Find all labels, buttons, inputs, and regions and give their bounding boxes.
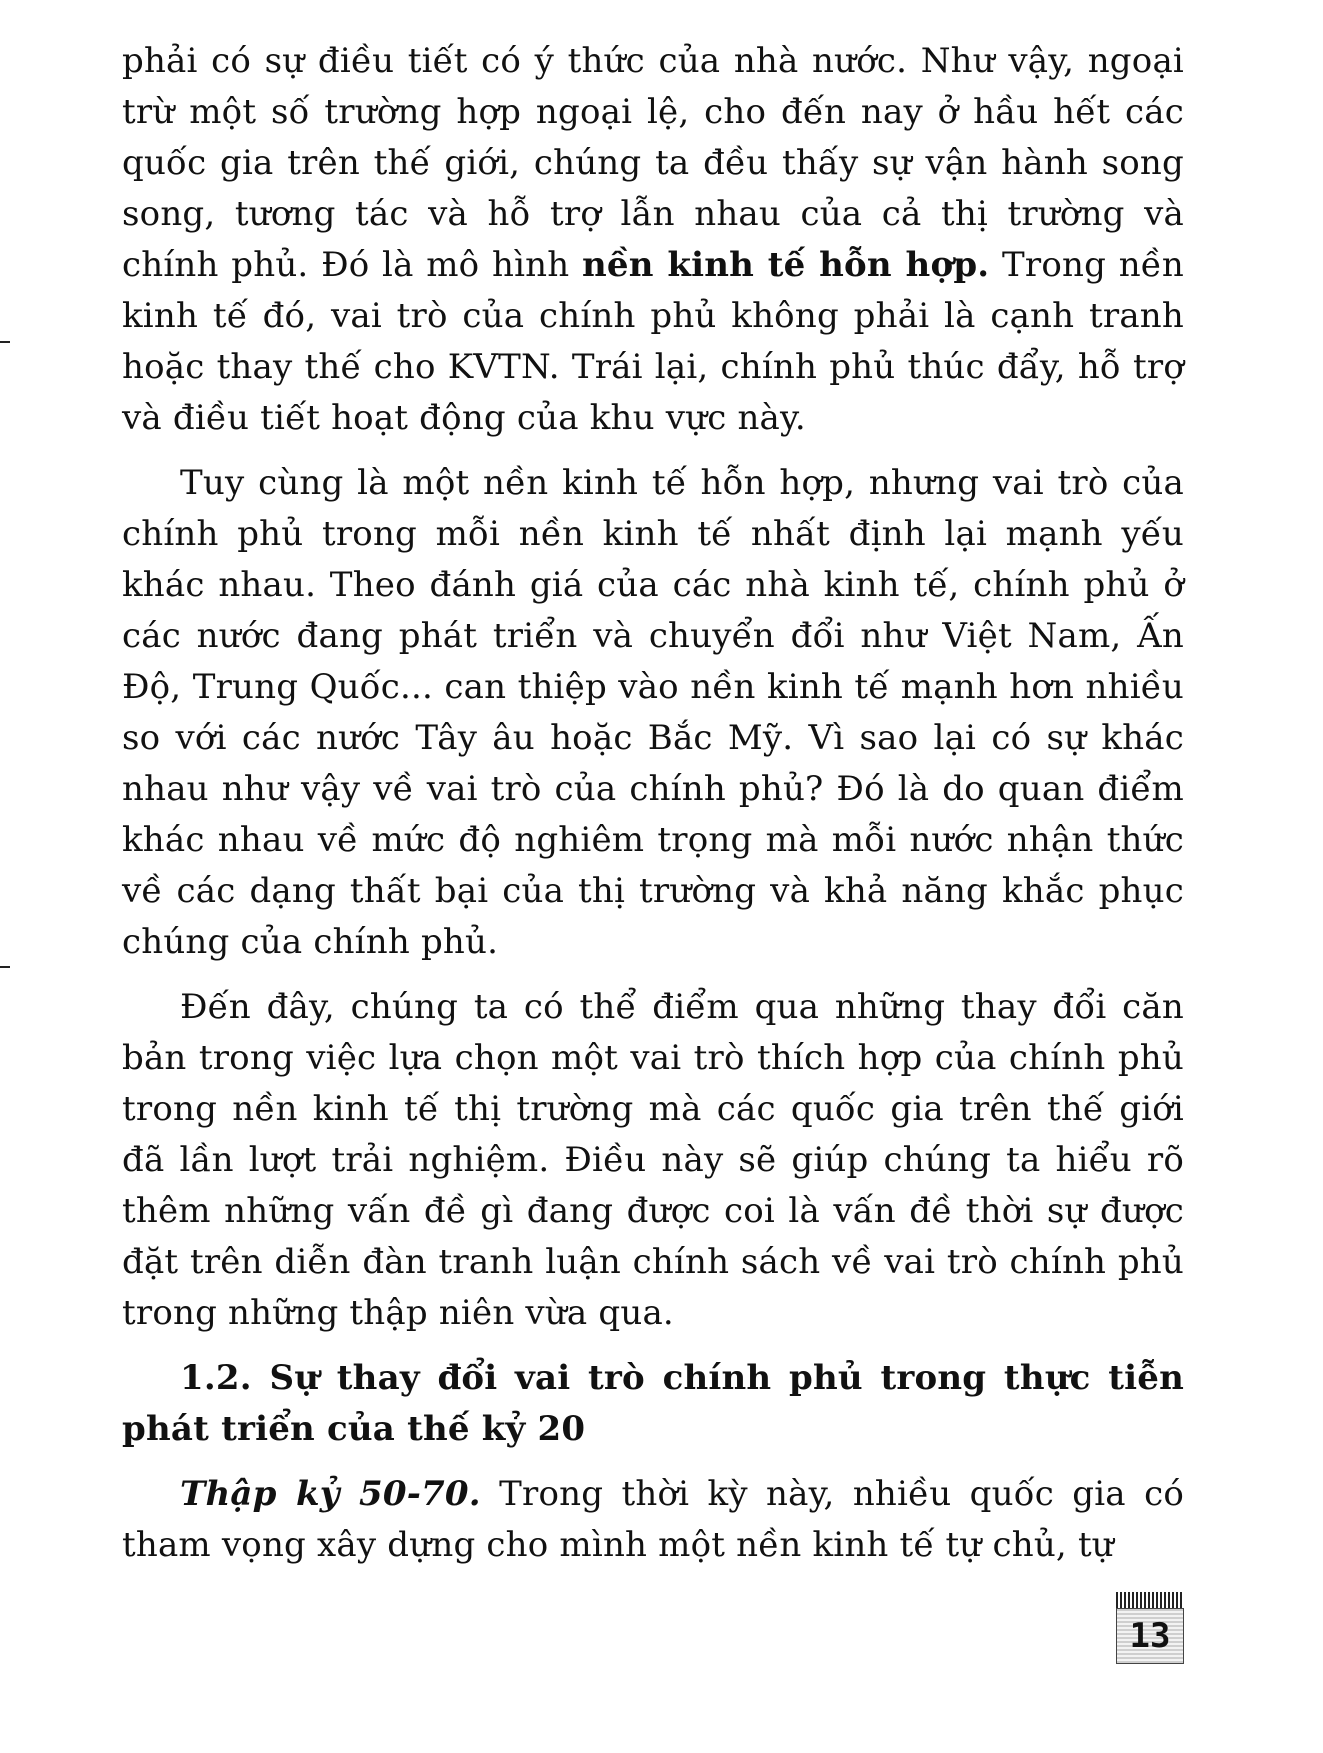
- section-heading: 1.2. Sự thay đổi vai trò chính phủ trong thực tiễn phát triển của thế kỷ 20: [122, 1358, 1184, 1449]
- page-number-decoration: [1116, 1592, 1184, 1608]
- page-number-badge: [1116, 1592, 1184, 1664]
- paragraph-1: [122, 36, 1184, 444]
- scan-margin-mark: [0, 966, 10, 968]
- decade-lead: Thập kỷ 50-70.: [180, 1474, 481, 1514]
- page-text-body: [122, 36, 1184, 1571]
- mixed-economy-term: nền kinh tế hỗn hợp.: [581, 245, 990, 285]
- paragraph-3: Đến đây, chúng ta có thể điểm qua những thay đổi căn bản trong việc lựa chọn một vai trò thích hợp của chính phủ trong nền kinh tế thị trường mà các quốc gia trên thế giới đã lần lượt trải nghiệm. Điều này sẽ giúp chúng ta hiểu rõ thêm những vấn đề gì đang được coi là vấn đề thời sự được đặt trên diễn đàn tranh luận chính sách về vai trò chính phủ trong những thập niên vừa qua.: [122, 987, 1184, 1333]
- paragraph-1-text-b: Trong nền kinh tế đó, vai trò của chính phủ không phải là cạnh tranh hoặc thay thế cho KVTN. Trái lại, chính phủ thúc đẩy, hỗ trợ và điều tiết hoạt động của khu vực này.: [122, 245, 1185, 438]
- paragraph-1-text-a: phải có sự điều tiết có ý thức của nhà nước. Như vậy, ngoại trừ một số trường hợp ngoại lệ, cho đến nay ở hầu hết các quốc gia trên thế giới, chúng ta đều thấy sự vận hành song song, tương tác và hỗ trợ lẫn nhau của cả thị trường và chính phủ. Đó là mô hình: [122, 41, 1184, 285]
- paragraph-4: [122, 1469, 1184, 1571]
- scan-margin-mark: [0, 341, 10, 343]
- paragraph-4-text: Trong thời kỳ này, nhiều quốc gia có tham vọng xây dựng cho mình một nền kinh tế tự chủ, tự: [122, 1474, 1184, 1565]
- page-number: 13: [1116, 1608, 1184, 1664]
- paragraph-2: Tuy cùng là một nền kinh tế hỗn hợp, nhưng vai trò của chính phủ trong mỗi nền kinh tế nhất định lại mạnh yếu khác nhau. Theo đánh giá của các nhà kinh tế, chính phủ ở các nước đang phát triển và chuyển đổi như Việt Nam, Ấn Độ, Trung Quốc... can thiệp vào nền kinh tế mạnh hơn nhiều so với các nước Tây âu hoặc Bắc Mỹ. Vì sao lại có sự khác nhau như vậy về vai trò của chính phủ? Đó là do quan điểm khác nhau về mức độ nghiêm trọng mà mỗi nước nhận thức về các dạng thất bại của thị trường và khả năng khắc phục chúng của chính phủ.: [122, 463, 1184, 962]
